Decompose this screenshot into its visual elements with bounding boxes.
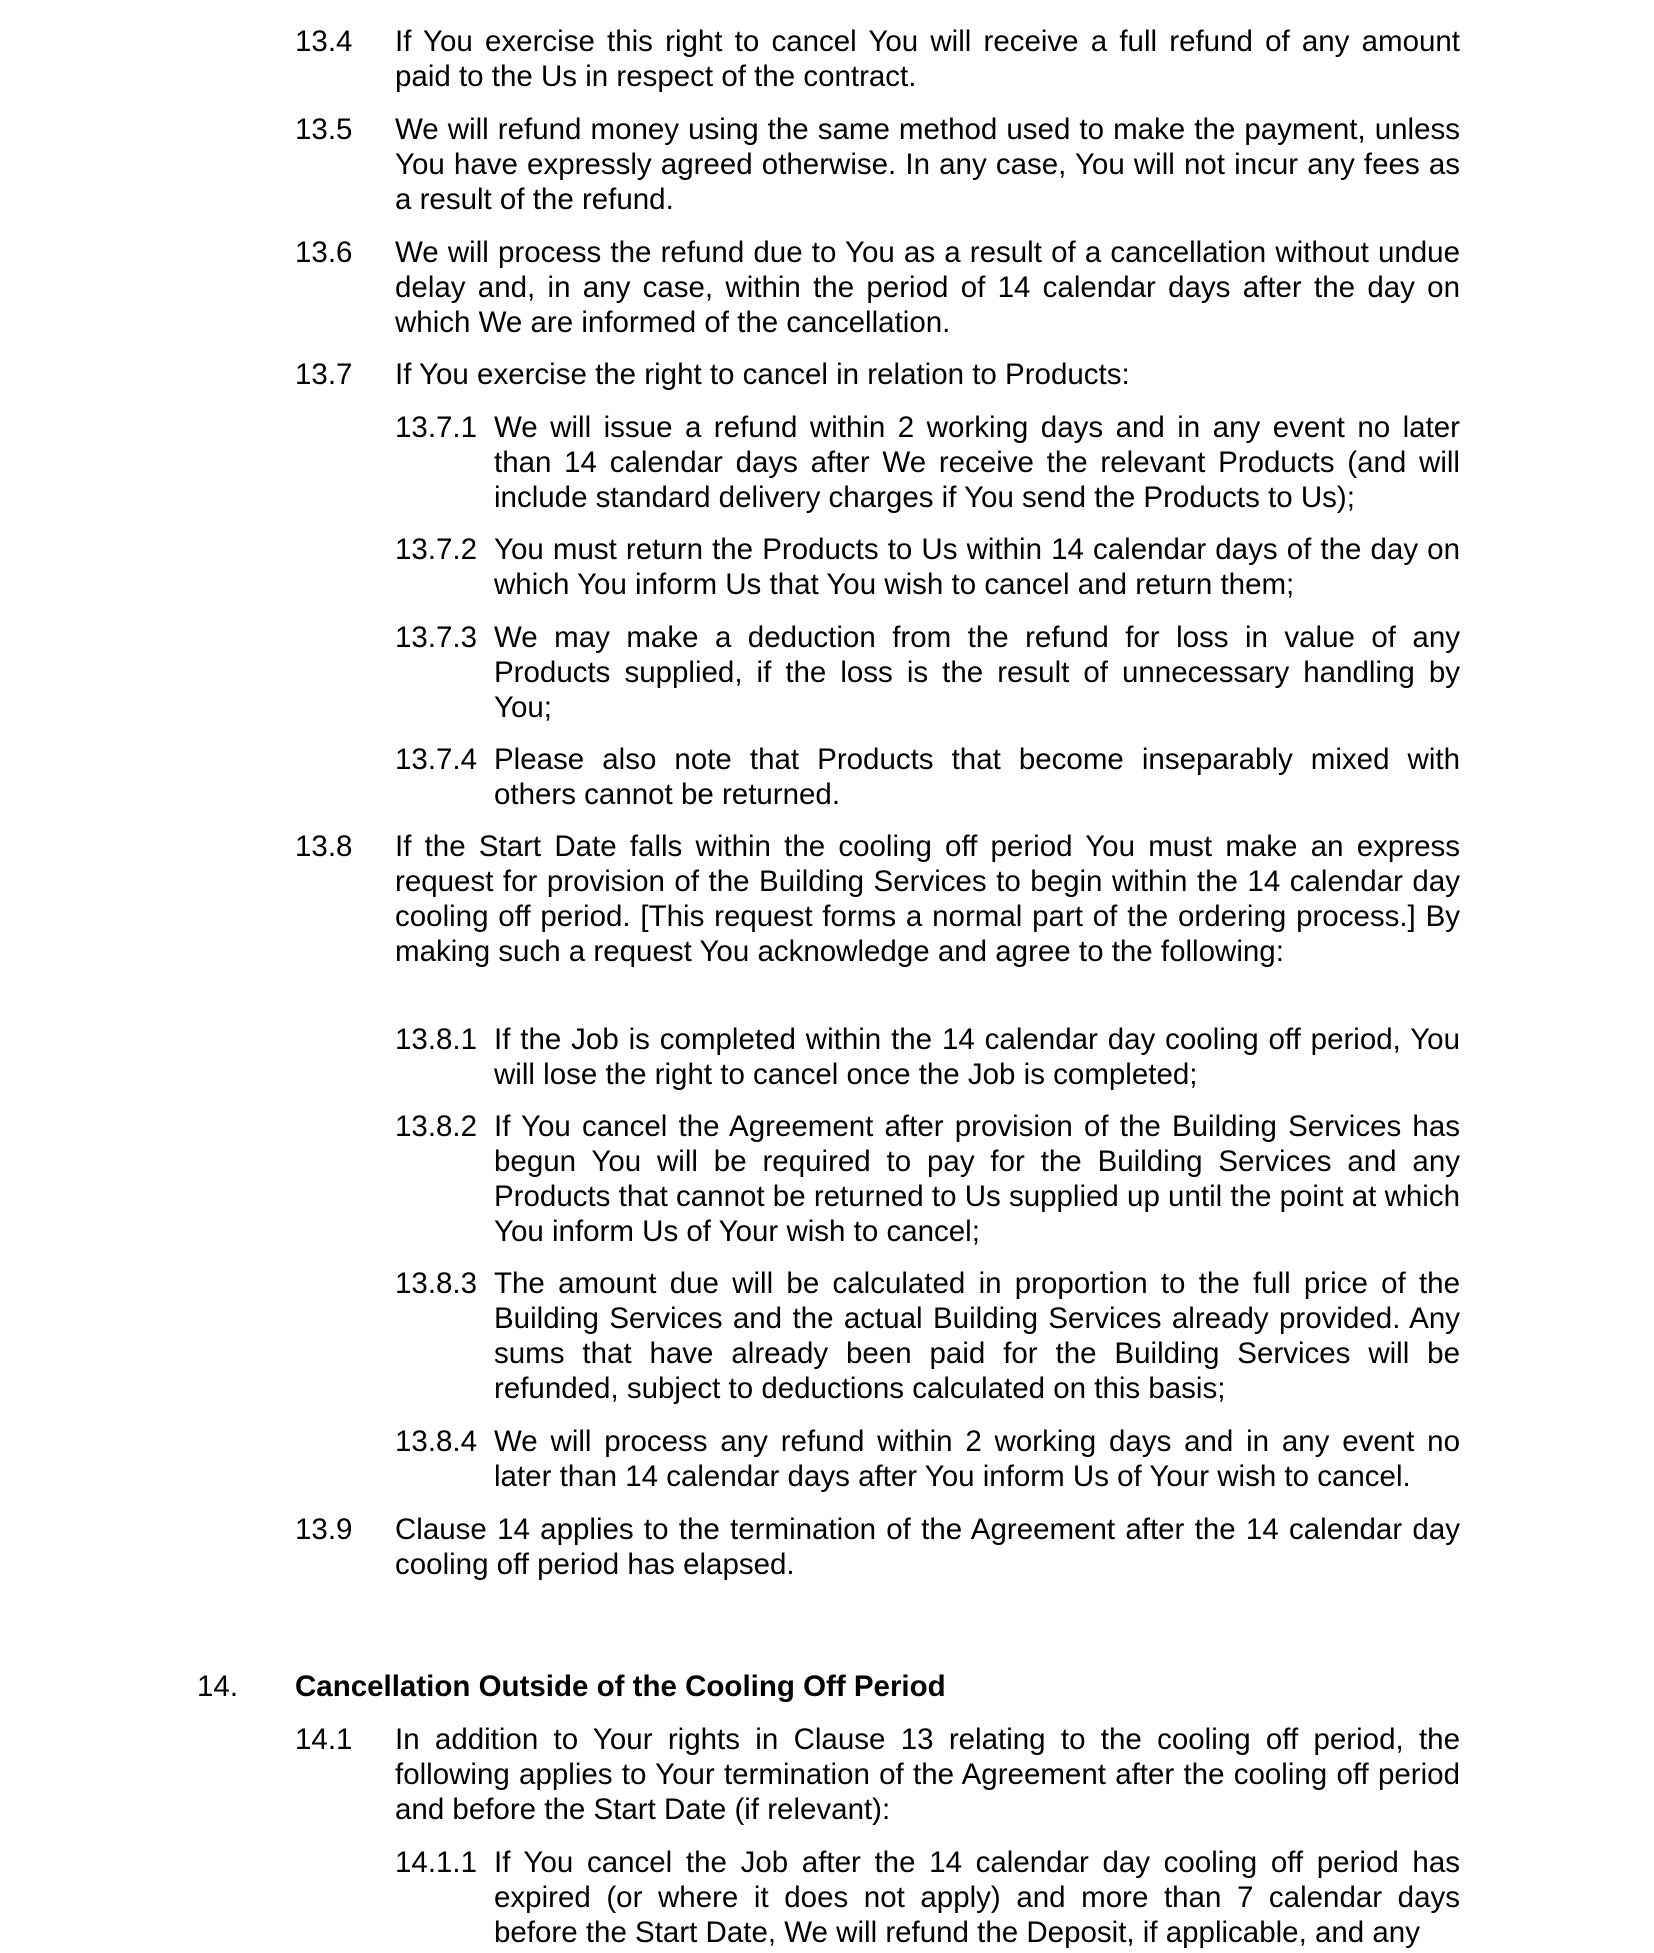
section-title: Cancellation Outside of the Cooling Off Period [295, 1670, 946, 1703]
clause-text: If You cancel the Job after the 14 calendar day cooling off period has expired (or where it does not apply) and more than 7 calendar days before the Start Date, We will refund the Deposit, if applicable, and any [494, 1846, 1460, 1949]
clause-number: 13.9 [295, 1513, 353, 1546]
clause-number: 13.5 [295, 113, 353, 146]
clause-text: We will refund money using the same method used to make the payment, unless You have expressly agreed otherwise. In any case, You will not incur any fees as a result of the refund. [395, 113, 1460, 216]
clause-number: 13.7.4 [395, 743, 478, 776]
clause-text: The amount due will be calculated in proportion to the full price of the Building Services and the actual Building Services already provided. Any sums that have already been paid for the Building Services will be refunded, subject to deductions calculated on this basis; [494, 1267, 1460, 1405]
clause-text: If You exercise this right to cancel You will receive a full refund of any amount paid to the Us in respect of the contract. [395, 25, 1460, 93]
clause-number: 13.8.3 [395, 1267, 478, 1300]
clause-text: We will process the refund due to You as a result of a cancellation without undue delay and, in any case, within the period of 14 calendar days after the day on which We are informed of the cancellation. [395, 236, 1460, 339]
clause-number: 13.8.4 [395, 1425, 478, 1458]
clause-text: If the Start Date falls within the cooling off period You must make an express request for provision of the Building Services to begin within the 14 calendar day cooling off period. [This request forms a normal part of the ordering process.] By making such a request You acknowledge and agree to the following: [395, 830, 1460, 968]
clause-number: 13.8.1 [395, 1023, 478, 1056]
clause-number: 13.7 [295, 358, 353, 391]
clause-number: 14.1 [295, 1723, 353, 1756]
clause-text: You must return the Products to Us within 14 calendar days of the day on which You inform Us that You wish to cancel and return them; [494, 533, 1460, 601]
clause-text: If You cancel the Agreement after provision of the Building Services has begun You will be required to pay for the Building Services and any Products that cannot be returned to Us supplied up until the point at which You inform Us of Your wish to cancel; [494, 1110, 1460, 1248]
clause-text: We will process any refund within 2 working days and in any event no later than 14 calendar days after You inform Us of Your wish to cancel. [494, 1425, 1460, 1493]
clause-number: 13.7.3 [395, 621, 478, 654]
clause-number: 13.4 [295, 25, 353, 58]
section-number: 14. [197, 1670, 239, 1703]
clause-number: 13.8 [295, 830, 353, 863]
clause-text: In addition to Your rights in Clause 13 relating to the cooling off period, the following applies to Your termination of the Agreement after the cooling off period and before the Start Date (if relevant): [395, 1723, 1460, 1826]
clause-text: We may make a deduction from the refund for loss in value of any Products supplied, if the loss is the result of unnecessary handling by You; [494, 621, 1460, 724]
clause-text: We will issue a refund within 2 working days and in any event no later than 14 calendar days after We receive the relevant Products (and will include standard delivery charges if You send the Products to Us); [494, 411, 1460, 514]
clause-number: 13.8.2 [395, 1110, 478, 1143]
clause-text: Clause 14 applies to the termination of the Agreement after the 14 calendar day cooling off period has elapsed. [395, 1513, 1460, 1581]
clause-text: If the Job is completed within the 14 calendar day cooling off period, You will lose the right to cancel once the Job is completed; [494, 1023, 1460, 1091]
clause-text: Please also note that Products that become inseparably mixed with others cannot be returned. [494, 743, 1460, 811]
clause-text: If You exercise the right to cancel in relation to Products: [395, 358, 1130, 391]
clause-number: 14.1.1 [395, 1846, 478, 1879]
clause-number: 13.7.2 [395, 533, 478, 566]
clause-number: 13.7.1 [395, 411, 478, 444]
clause-number: 13.6 [295, 236, 353, 269]
